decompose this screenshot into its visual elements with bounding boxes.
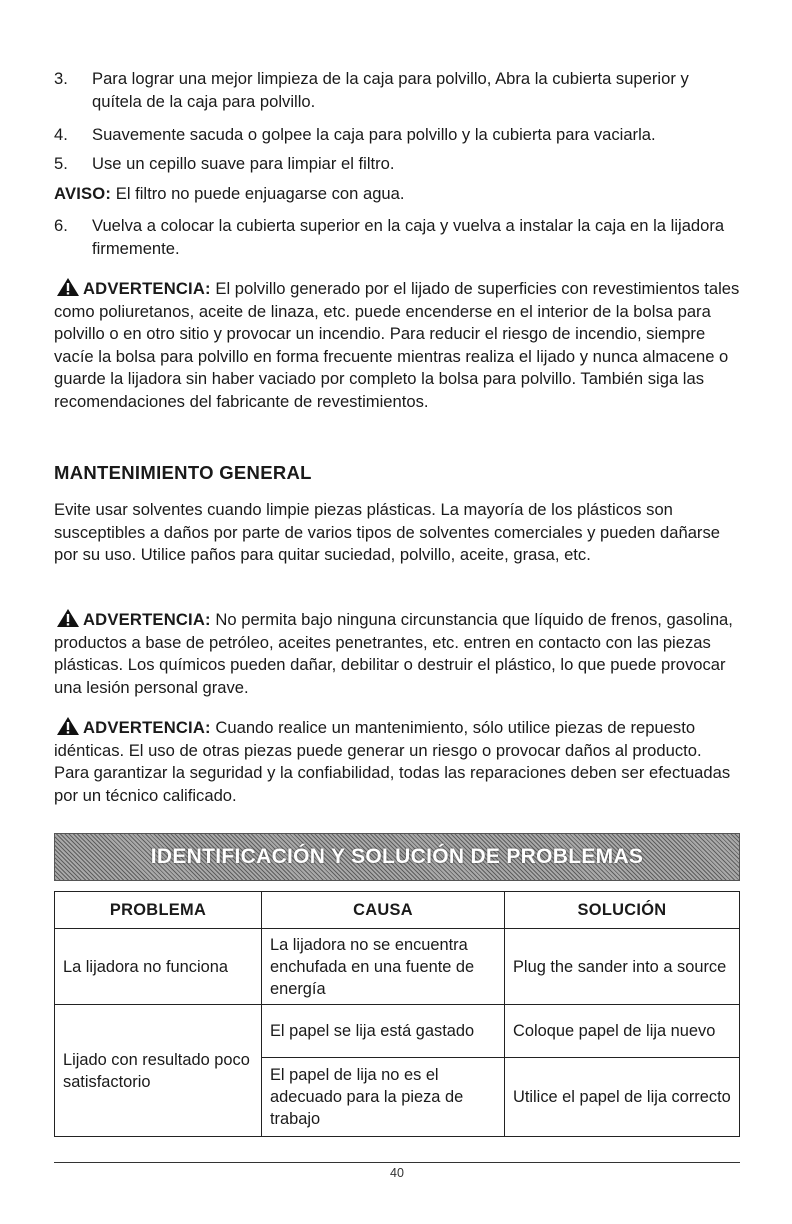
warning-label: ADVERTENCIA: [83,610,211,629]
table-row [55,1005,740,1058]
notice-text: El filtro no puede enjuagarse con agua. [111,184,405,203]
step-5 [54,153,742,176]
troubleshooting-banner [54,833,740,881]
header-problem: PROBLEMA [55,892,262,929]
step-number: 4. [54,125,68,144]
warning-text: El polvillo generado por el lijado de superficies con revestimientos tales como poliuretanos, aceite de linaza, etc. puede encenderse en el interior de la bolsa para polvillo o en otro sitio y provocar un incendio. Para reducir el riesgo de incendio, siempre vacíe la bolsa para polvillo en forma frecuente mientras realiza el lijado y nunca almacene o guarde la lijadora sin haber vaciado por completo la bolsa para polvillo. También siga las recomendaciones del fabricante de revestimientos. [54,279,740,411]
cell-cause: El papel se lija está gastado [262,1005,505,1058]
step-number: 3. [54,69,68,88]
cell-solution: Plug the sander into a source [505,929,740,1005]
warning-text: No permita bajo ninguna circunstancia que líquido de frenos, gasolina, productos a base de petróleo, aceites penetrantes, etc. entren en contacto con las piezas plásticas. Los químicos pueden dañar, debilitar o destruir el plástico, lo que puede provocar una lesión personal grave. [54,610,733,697]
warning-label: ADVERTENCIA: [83,279,211,298]
step-4 [54,124,742,147]
notice-label: AVISO: [54,184,112,203]
step-text: Para lograr una mejor limpieza de la caja para polvillo, Abra la cubierta superior y quítela de la caja para polvillo. [92,69,689,111]
notice [54,183,740,206]
step-number: 5. [54,154,68,173]
step-text: Use un cepillo suave para limpiar el filtro. [92,154,395,173]
warning-label: ADVERTENCIA: [83,718,211,737]
table-header-row [55,892,740,929]
warning-dust-fire [54,277,740,413]
troubleshooting-table [54,891,740,1137]
cell-problem: La lijadora no funciona [55,929,262,1005]
warning-triangle-icon [56,608,80,628]
cell-problem: Lijado con resultado poco satisfactorio [55,1005,262,1137]
maintenance-text: Evite usar solventes cuando limpie piezas plásticas. La mayoría de los plásticos son susceptibles a daños por parte de varios tipos de solventes comerciales y pueden dañarse por su uso. Utilice paños para quitar suciedad, polvillo, aceite, grasa, etc. [54,500,720,564]
warning-text: Cuando realice un mantenimiento, sólo utilice piezas de repuesto idénticas. El uso de otras piezas puede generar un riesgo o provocar daños al producto. Para garantizar la seguridad y la confiabilidad, todas las reparaciones deben ser efectuadas por un técnico calificado. [54,718,731,805]
banner-title: IDENTIFICACIÓN Y SOLUCIÓN DE PROBLEMAS [150,845,644,868]
warning-chemicals [54,608,740,699]
step-6 [54,215,742,260]
step-number: 6. [54,216,68,235]
cell-cause: La lijadora no se encuentra enchufada en una fuente de energía [262,929,505,1005]
section-heading: MANTENIMIENTO GENERAL [54,462,312,483]
step-text: Vuelva a colocar la cubierta superior en la caja y vuelva a instalar la caja en la lijadora firmemente. [92,216,725,258]
table-row [55,929,740,1005]
header-cause: CAUSA [262,892,505,929]
page-number: 40 [390,1166,404,1180]
footer-divider [54,1162,740,1163]
warning-triangle-icon [56,716,80,736]
cell-solution: Utilice el papel de lija correcto [505,1058,740,1137]
warning-triangle-icon [56,277,80,297]
cell-solution: Coloque papel de lija nuevo [505,1005,740,1058]
cell-cause: El papel de lija no es el adecuado para la pieza de trabajo [262,1058,505,1137]
step-3 [54,68,742,113]
warning-replacement-parts [54,716,740,807]
header-solution: SOLUCIÓN [505,892,740,929]
step-text: Suavemente sacuda o golpee la caja para polvillo y la cubierta para vaciarla. [92,125,656,144]
